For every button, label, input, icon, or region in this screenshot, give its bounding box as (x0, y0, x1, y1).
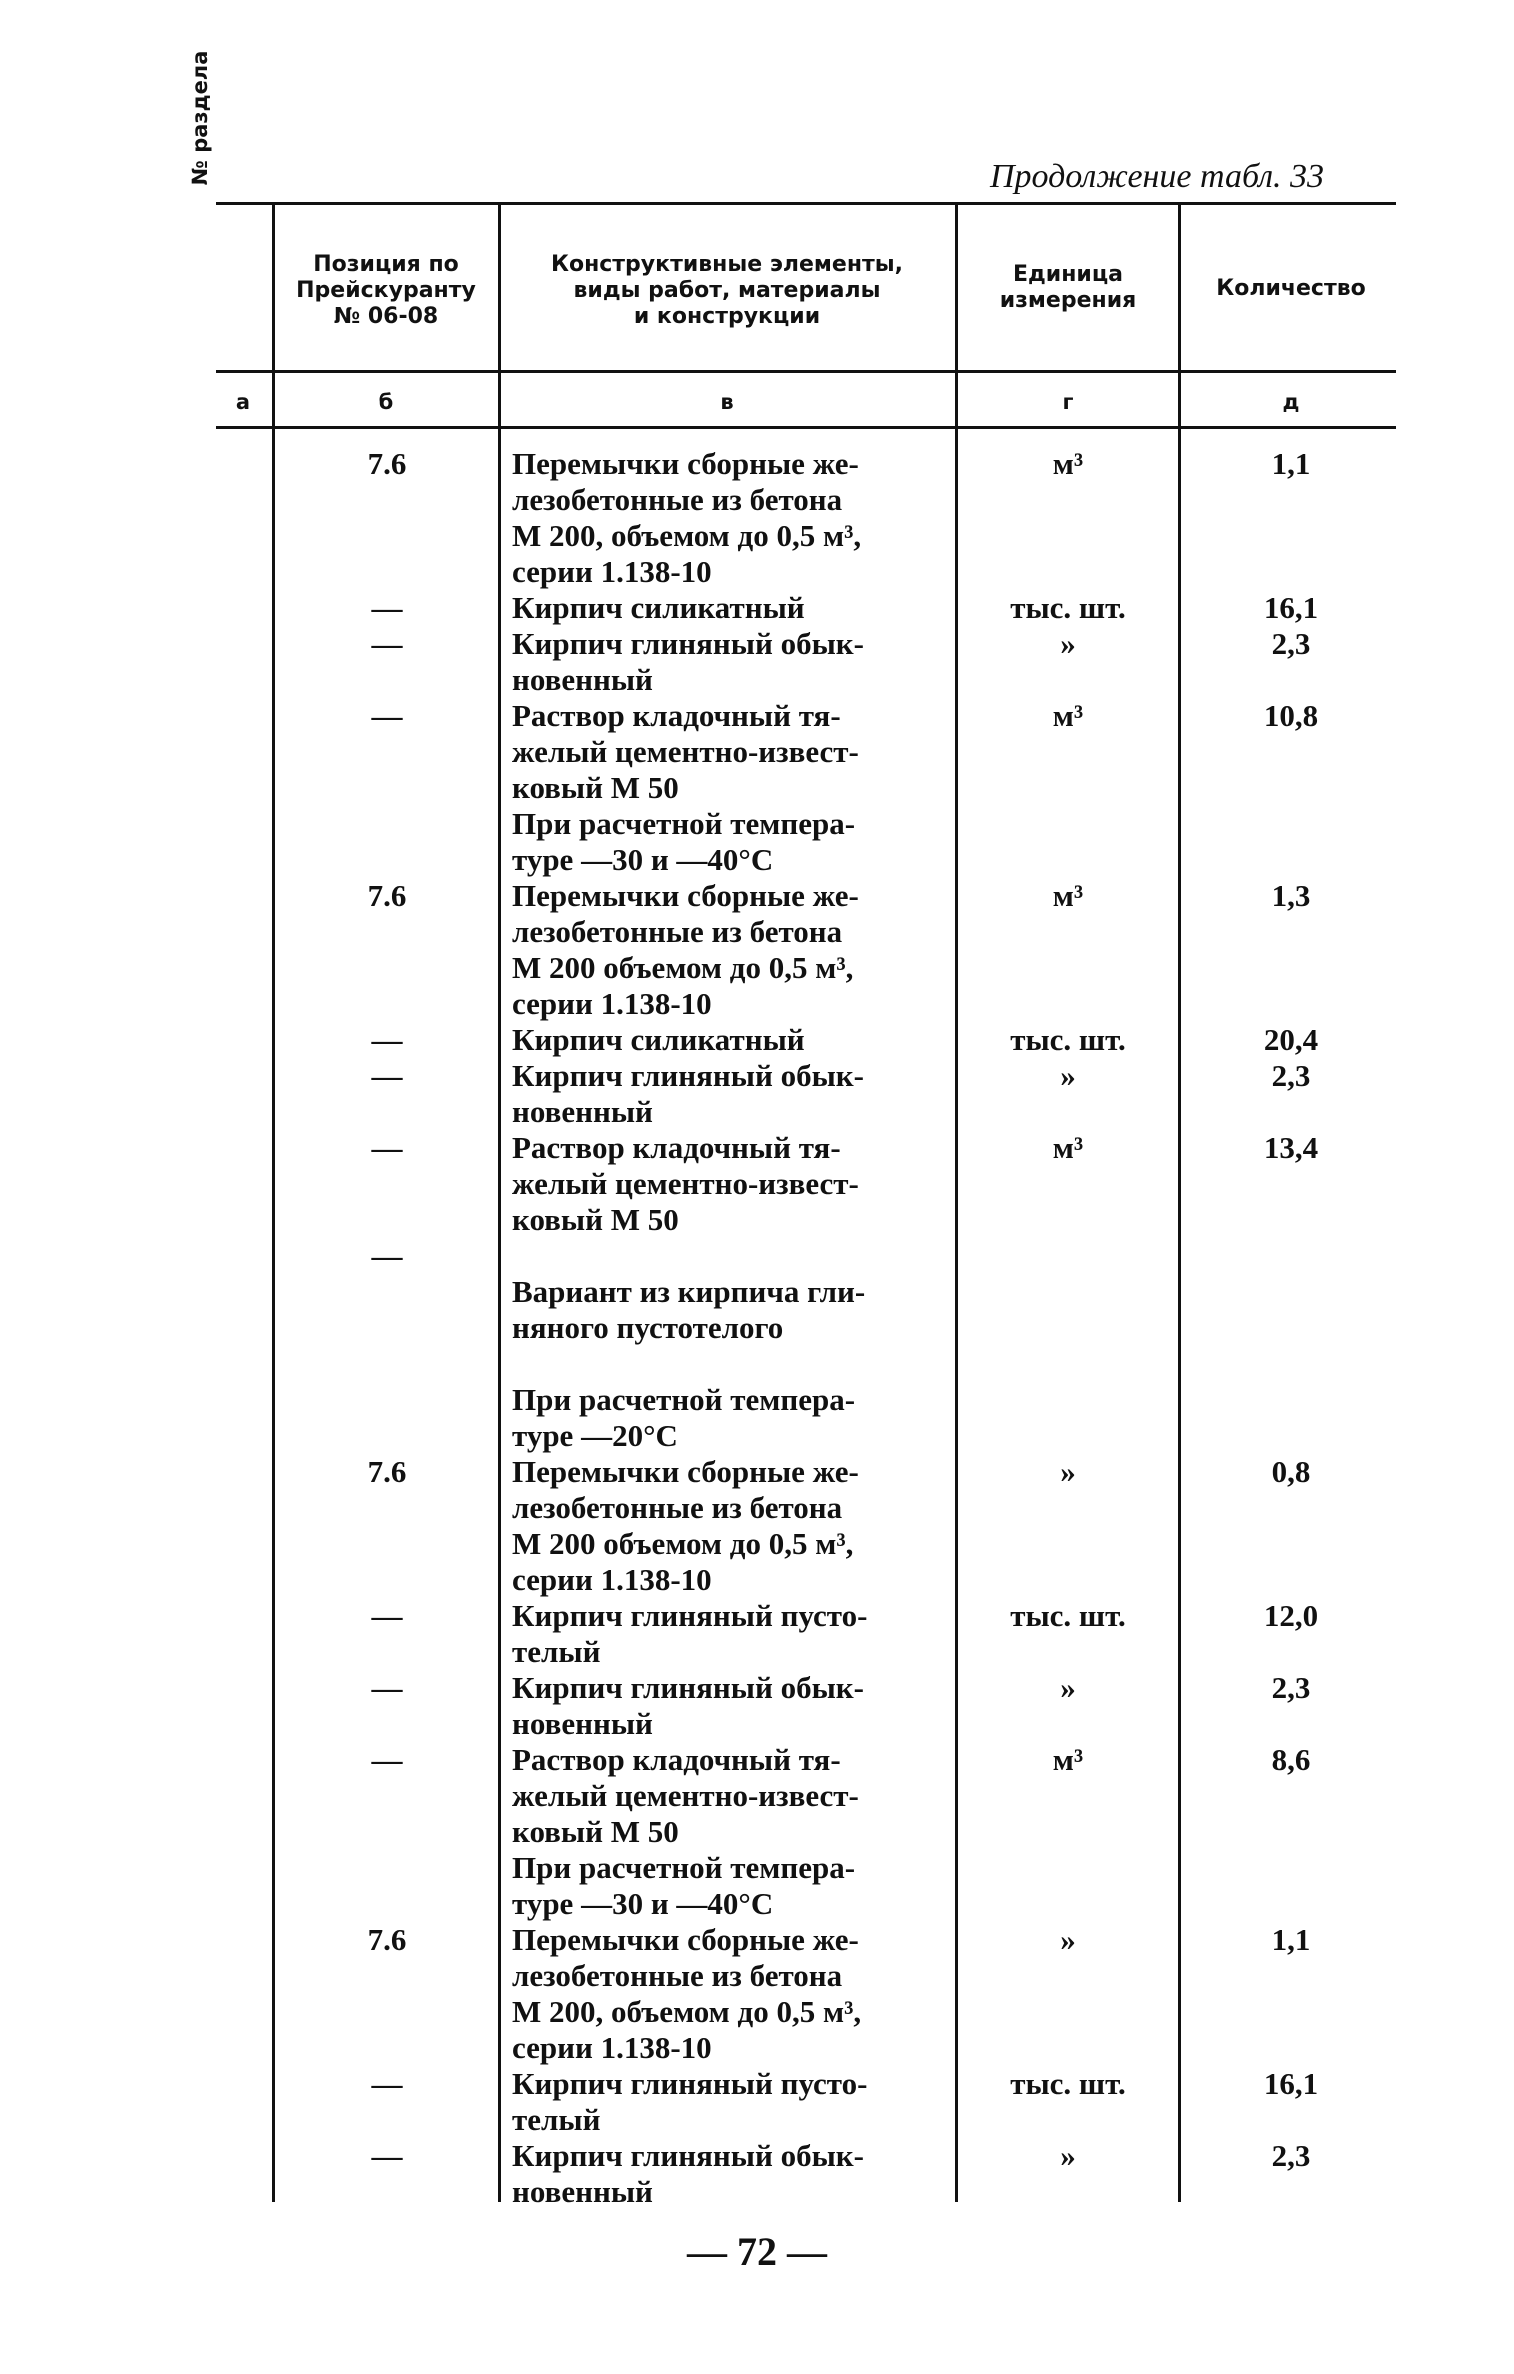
row-position: — (371, 1130, 403, 1165)
row-description (512, 1454, 942, 1598)
column-letter-g: г (1062, 390, 1074, 414)
row-description (512, 590, 942, 626)
row-description-line: новенный (512, 662, 653, 697)
row-quantity: 0,8 (1271, 1454, 1311, 1489)
column-divider-1 (272, 202, 275, 2202)
row-description-line: новенный (512, 2174, 653, 2209)
row-position: — (371, 2138, 403, 2173)
row-unit: тыс. шт. (1010, 2066, 1126, 2101)
letters-bottom-rule (216, 426, 1396, 429)
column-letter-b: б (378, 390, 394, 414)
row-unit: м³ (1052, 1742, 1084, 1777)
header-unit-line-2: измерения (999, 288, 1137, 313)
row-quantity: 2,3 (1271, 1670, 1311, 1705)
row-quantity: 2,3 (1271, 626, 1311, 661)
row-description-line: При расчетной темпера- (512, 1850, 856, 1885)
table-top-rule (216, 202, 1396, 205)
row-description-line: Вариант из кирпича гли- (512, 1274, 866, 1309)
header-unit-line-1: Единица (1013, 262, 1123, 287)
header-elements-line-3: и конструкции (633, 304, 821, 329)
header-elements-line-2: виды работ, материалы (573, 278, 881, 303)
row-unit: тыс. шт. (1010, 1598, 1126, 1633)
row-description-line: Перемычки сборные же- (512, 1922, 859, 1957)
row-description-line: телый (512, 2102, 601, 2137)
row-description-line (512, 1346, 942, 1382)
row-position: 7.6 (367, 1454, 407, 1489)
row-description-line: Кирпич силикатный (512, 1022, 805, 1057)
header-quantity: Количество (1216, 276, 1366, 301)
header-elements (504, 252, 950, 330)
page-number: — 72 — (687, 2229, 827, 2274)
row-description-line: Раствор кладочный тя- (512, 1742, 841, 1777)
row-description-line: Кирпич глиняный обык- (512, 626, 864, 661)
row-description-line: М 200, объемом до 0,5 м³, (512, 518, 862, 553)
row-description-line: лезобетонные из бетона (512, 1958, 843, 1993)
row-quantity: 16,1 (1263, 590, 1319, 625)
row-description-line: При расчетной темпера- (512, 1382, 856, 1417)
row-description-line: телый (512, 1634, 601, 1669)
row-unit: » (1060, 626, 1076, 661)
row-description (512, 446, 942, 590)
row-unit: тыс. шт. (1010, 1022, 1126, 1057)
row-unit: » (1060, 1058, 1076, 1093)
row-unit: » (1060, 1670, 1076, 1705)
row-description-line (512, 1238, 942, 1274)
row-description-line: новенный (512, 1706, 653, 1741)
row-unit: м³ (1052, 878, 1084, 913)
header-position-line-2: Прейскуранту (296, 278, 476, 303)
row-position: 7.6 (367, 878, 407, 913)
row-description (512, 1922, 942, 2066)
row-position: — (371, 590, 403, 625)
row-unit: » (1060, 1454, 1076, 1489)
column-letter-a: а (235, 390, 251, 414)
row-description (512, 626, 942, 698)
row-description-line: Кирпич глиняный пусто- (512, 1598, 868, 1633)
row-position: — (371, 1238, 403, 1273)
header-elements-line-1: Конструктивные элементы, (550, 252, 904, 277)
row-description-line: лезобетонные из бетона (512, 1490, 843, 1525)
column-letter-d: д (1282, 390, 1300, 414)
row-description-line: лезобетонные из бетона (512, 482, 843, 517)
row-quantity: 16,1 (1263, 2066, 1319, 2101)
row-description (512, 806, 942, 878)
row-description-line: Кирпич глиняный обык- (512, 2138, 864, 2173)
row-description (512, 698, 942, 806)
row-description-line: новенный (512, 1094, 653, 1129)
row-description-line: Кирпич глиняный обык- (512, 1058, 864, 1093)
header-unit (962, 262, 1174, 314)
row-description-line: туре —30 и —40°С (512, 842, 774, 877)
row-description (512, 1850, 942, 1922)
row-description (512, 2066, 942, 2138)
row-quantity: 1,1 (1271, 1922, 1311, 1957)
column-divider-4 (1178, 202, 1181, 2202)
row-position: — (371, 1058, 403, 1093)
row-description (512, 1382, 942, 1454)
row-quantity: 2,3 (1271, 1058, 1311, 1093)
row-quantity: 1,3 (1271, 878, 1311, 913)
row-position: — (371, 1742, 403, 1777)
row-unit: м³ (1052, 1130, 1084, 1165)
column-divider-2 (498, 202, 501, 2202)
row-description-line: При расчетной темпера- (512, 806, 856, 841)
row-description-line: М 200 объемом до 0,5 м³, (512, 1526, 854, 1561)
row-description (512, 1238, 942, 1382)
row-quantity: 20,4 (1263, 1022, 1319, 1057)
row-description-line: серии 1.138-10 (512, 554, 712, 589)
row-description-line: М 200, объемом до 0,5 м³, (512, 1994, 862, 2029)
row-description-line: Кирпич глиняный пусто- (512, 2066, 868, 2101)
row-description-line: Перемычки сборные же- (512, 878, 859, 913)
row-description-line: Кирпич глиняный обык- (512, 1670, 864, 1705)
row-description-line: лезобетонные из бетона (512, 914, 843, 949)
row-position: — (371, 1670, 403, 1705)
row-description-line: М 200 объемом до 0,5 м³, (512, 950, 854, 985)
row-quantity: 12,0 (1263, 1598, 1319, 1633)
row-position: 7.6 (367, 1922, 407, 1957)
header-bottom-rule (216, 370, 1396, 373)
row-description-line: ковый М 50 (512, 1202, 679, 1237)
row-position: — (371, 1022, 403, 1057)
row-unit: м³ (1052, 698, 1084, 733)
row-position: — (371, 2066, 403, 2101)
row-position: 7.6 (367, 446, 407, 481)
row-description-line: серии 1.138-10 (512, 986, 712, 1021)
row-unit: м³ (1052, 446, 1084, 481)
row-description-line: серии 1.138-10 (512, 1562, 712, 1597)
table-continuation-caption: Продолжение табл. 33 (990, 158, 1325, 195)
row-description (512, 2138, 942, 2210)
row-quantity: 1,1 (1271, 446, 1311, 481)
row-description-line: желый цементно-извест- (512, 1166, 859, 1201)
row-quantity: 2,3 (1271, 2138, 1311, 2173)
row-unit: тыс. шт. (1010, 590, 1126, 625)
row-description (512, 1742, 942, 1850)
header-position-line-3: № 06-08 (333, 304, 439, 329)
header-section-number: № раздела (188, 50, 212, 186)
header-position (278, 252, 494, 330)
row-position: — (371, 698, 403, 733)
row-description-line: ковый М 50 (512, 1814, 679, 1849)
row-description-line: туре —30 и —40°С (512, 1886, 774, 1921)
row-quantity: 10,8 (1263, 698, 1319, 733)
row-description-line: няного пустотелого (512, 1310, 784, 1345)
row-description-line: Раствор кладочный тя- (512, 1130, 841, 1165)
row-unit: » (1060, 2138, 1076, 2173)
row-description (512, 1670, 942, 1742)
row-description (512, 1058, 942, 1130)
column-divider-3 (955, 202, 958, 2202)
row-position: — (371, 1598, 403, 1633)
row-description-line: Кирпич силикатный (512, 590, 805, 625)
row-description-line: ковый М 50 (512, 770, 679, 805)
row-description-line: Раствор кладочный тя- (512, 698, 841, 733)
row-description-line: желый цементно-извест- (512, 1778, 859, 1813)
row-position: — (371, 626, 403, 661)
row-unit: » (1060, 1922, 1076, 1957)
row-description (512, 1022, 942, 1058)
row-description-line: желый цементно-извест- (512, 734, 859, 769)
row-description-line: туре —20°С (512, 1418, 678, 1453)
row-quantity: 13,4 (1263, 1130, 1319, 1165)
row-quantity: 8,6 (1271, 1742, 1311, 1777)
row-description (512, 878, 942, 1022)
row-description (512, 1130, 942, 1238)
column-letter-v: в (720, 390, 734, 414)
header-position-line-1: Позиция по (313, 252, 459, 277)
row-description (512, 1598, 942, 1670)
row-description-line: Перемычки сборные же- (512, 1454, 859, 1489)
row-description-line: Перемычки сборные же- (512, 446, 859, 481)
row-description-line: серии 1.138-10 (512, 2030, 712, 2065)
